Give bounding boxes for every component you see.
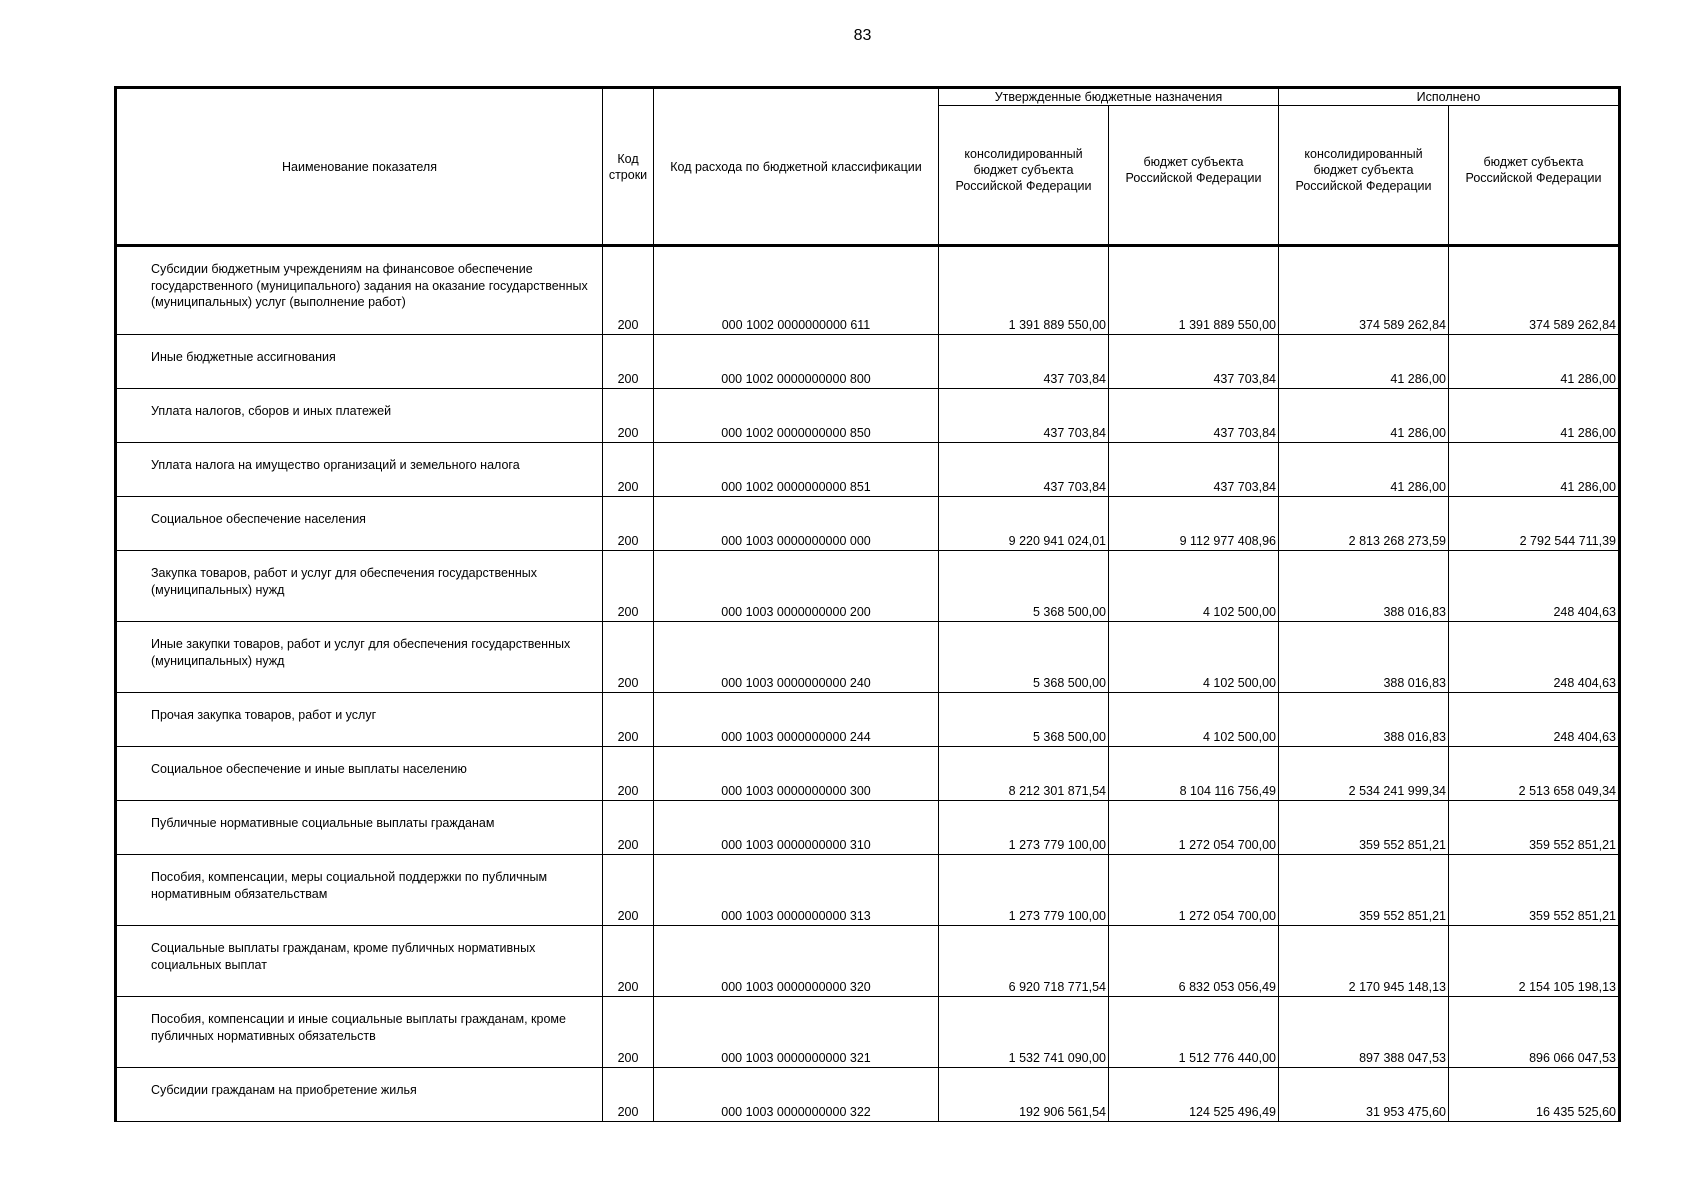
approved-consolidated-value: 5 368 500,00 bbox=[939, 551, 1109, 622]
approved-subject-value: 1 272 054 700,00 bbox=[1109, 855, 1279, 926]
header-executed-group: Исполнено bbox=[1279, 88, 1620, 106]
table-row bbox=[116, 622, 1620, 693]
executed-subject-value: 16 435 525,60 bbox=[1449, 1068, 1620, 1122]
table-row bbox=[116, 246, 1620, 335]
table-row bbox=[116, 926, 1620, 997]
row-name: Иные закупки товаров, работ и услуг для обеспечения государственных (муниципальных) нужд bbox=[116, 622, 603, 693]
approved-consolidated-value: 1 273 779 100,00 bbox=[939, 855, 1109, 926]
row-code: 200 bbox=[603, 389, 654, 443]
approved-consolidated-value: 437 703,84 bbox=[939, 443, 1109, 497]
row-code: 200 bbox=[603, 855, 654, 926]
executed-consolidated-value: 897 388 047,53 bbox=[1279, 997, 1449, 1068]
row-classification-code: 000 1003 0000000000 310 bbox=[654, 801, 939, 855]
page-number: 83 bbox=[853, 27, 872, 44]
table-row bbox=[116, 855, 1620, 926]
row-code: 200 bbox=[603, 551, 654, 622]
executed-subject-value: 41 286,00 bbox=[1449, 389, 1620, 443]
executed-consolidated-value: 41 286,00 bbox=[1279, 443, 1449, 497]
table-row bbox=[116, 443, 1620, 497]
table-row bbox=[116, 693, 1620, 747]
approved-consolidated-value: 6 920 718 771,54 bbox=[939, 926, 1109, 997]
row-classification-code: 000 1003 0000000000 313 bbox=[654, 855, 939, 926]
row-code: 200 bbox=[603, 246, 654, 335]
row-classification-code: 000 1003 0000000000 240 bbox=[654, 622, 939, 693]
row-classification-code: 000 1003 0000000000 000 bbox=[654, 497, 939, 551]
executed-consolidated-value: 31 953 475,60 bbox=[1279, 1068, 1449, 1122]
row-name: Субсидии гражданам на приобретение жилья bbox=[116, 1068, 603, 1122]
table-row bbox=[116, 551, 1620, 622]
executed-subject-value: 359 552 851,21 bbox=[1449, 801, 1620, 855]
row-name: Иные бюджетные ассигнования bbox=[116, 335, 603, 389]
row-code: 200 bbox=[603, 497, 654, 551]
row-classification-code: 000 1003 0000000000 322 bbox=[654, 1068, 939, 1122]
row-classification-code: 000 1002 0000000000 850 bbox=[654, 389, 939, 443]
approved-subject-value: 4 102 500,00 bbox=[1109, 622, 1279, 693]
budget-execution-table bbox=[114, 86, 1621, 1122]
row-name: Пособия, компенсации и иные социальные выплаты гражданам, кроме публичных нормативных обязательств bbox=[116, 997, 603, 1068]
executed-consolidated-value: 41 286,00 bbox=[1279, 389, 1449, 443]
approved-consolidated-value: 9 220 941 024,01 bbox=[939, 497, 1109, 551]
executed-subject-value: 374 589 262,84 bbox=[1449, 246, 1620, 335]
executed-subject-value: 248 404,63 bbox=[1449, 551, 1620, 622]
approved-subject-value: 4 102 500,00 bbox=[1109, 551, 1279, 622]
executed-subject-value: 896 066 047,53 bbox=[1449, 997, 1620, 1068]
table-row bbox=[116, 997, 1620, 1068]
approved-subject-value: 1 391 889 550,00 bbox=[1109, 246, 1279, 335]
row-classification-code: 000 1003 0000000000 321 bbox=[654, 997, 939, 1068]
executed-consolidated-value: 41 286,00 bbox=[1279, 335, 1449, 389]
executed-subject-value: 248 404,63 bbox=[1449, 693, 1620, 747]
row-classification-code: 000 1002 0000000000 611 bbox=[654, 246, 939, 335]
row-code: 200 bbox=[603, 622, 654, 693]
row-name: Публичные нормативные социальные выплаты гражданам bbox=[116, 801, 603, 855]
approved-consolidated-value: 5 368 500,00 bbox=[939, 622, 1109, 693]
executed-consolidated-value: 2 534 241 999,34 bbox=[1279, 747, 1449, 801]
table-row bbox=[116, 497, 1620, 551]
table-row bbox=[116, 335, 1620, 389]
row-code: 200 bbox=[603, 693, 654, 747]
table-row bbox=[116, 1068, 1620, 1122]
approved-subject-value: 9 112 977 408,96 bbox=[1109, 497, 1279, 551]
row-classification-code: 000 1003 0000000000 300 bbox=[654, 747, 939, 801]
approved-subject-value: 437 703,84 bbox=[1109, 335, 1279, 389]
approved-subject-value: 1 272 054 700,00 bbox=[1109, 801, 1279, 855]
row-code: 200 bbox=[603, 926, 654, 997]
executed-consolidated-value: 2 813 268 273,59 bbox=[1279, 497, 1449, 551]
approved-subject-value: 4 102 500,00 bbox=[1109, 693, 1279, 747]
approved-subject-value: 1 512 776 440,00 bbox=[1109, 997, 1279, 1068]
executed-consolidated-value: 388 016,83 bbox=[1279, 551, 1449, 622]
approved-subject-value: 437 703,84 bbox=[1109, 443, 1279, 497]
row-code: 200 bbox=[603, 997, 654, 1068]
executed-consolidated-value: 359 552 851,21 bbox=[1279, 801, 1449, 855]
row-classification-code: 000 1003 0000000000 244 bbox=[654, 693, 939, 747]
approved-consolidated-value: 192 906 561,54 bbox=[939, 1068, 1109, 1122]
approved-consolidated-value: 8 212 301 871,54 bbox=[939, 747, 1109, 801]
approved-consolidated-value: 1 273 779 100,00 bbox=[939, 801, 1109, 855]
executed-subject-value: 2 513 658 049,34 bbox=[1449, 747, 1620, 801]
row-name: Социальные выплаты гражданам, кроме публичных нормативных социальных выплат bbox=[116, 926, 603, 997]
row-classification-code: 000 1003 0000000000 200 bbox=[654, 551, 939, 622]
approved-consolidated-value: 5 368 500,00 bbox=[939, 693, 1109, 747]
executed-subject-value: 41 286,00 bbox=[1449, 335, 1620, 389]
header-executed-subject: бюджет субъекта Российской Федерации bbox=[1449, 106, 1620, 246]
row-code: 200 bbox=[603, 443, 654, 497]
executed-subject-value: 2 154 105 198,13 bbox=[1449, 926, 1620, 997]
header-approved-subject: бюджет субъекта Российской Федерации bbox=[1109, 106, 1279, 246]
header-name: Наименование показателя bbox=[116, 88, 603, 246]
executed-consolidated-value: 388 016,83 bbox=[1279, 693, 1449, 747]
header-row-code: Код строки bbox=[603, 88, 654, 246]
executed-consolidated-value: 359 552 851,21 bbox=[1279, 855, 1449, 926]
row-classification-code: 000 1002 0000000000 800 bbox=[654, 335, 939, 389]
approved-subject-value: 6 832 053 056,49 bbox=[1109, 926, 1279, 997]
header-executed-consolidated: консолидированный бюджет субъекта Российской Федерации bbox=[1279, 106, 1449, 246]
table-row bbox=[116, 389, 1620, 443]
executed-subject-value: 2 792 544 711,39 bbox=[1449, 497, 1620, 551]
approved-subject-value: 8 104 116 756,49 bbox=[1109, 747, 1279, 801]
row-classification-code: 000 1002 0000000000 851 bbox=[654, 443, 939, 497]
row-code: 200 bbox=[603, 335, 654, 389]
executed-subject-value: 359 552 851,21 bbox=[1449, 855, 1620, 926]
approved-subject-value: 124 525 496,49 bbox=[1109, 1068, 1279, 1122]
row-name: Прочая закупка товаров, работ и услуг bbox=[116, 693, 603, 747]
row-name: Пособия, компенсации, меры социальной поддержки по публичным нормативным обязательствам bbox=[116, 855, 603, 926]
approved-consolidated-value: 437 703,84 bbox=[939, 389, 1109, 443]
executed-subject-value: 41 286,00 bbox=[1449, 443, 1620, 497]
executed-consolidated-value: 388 016,83 bbox=[1279, 622, 1449, 693]
row-name: Уплата налогов, сборов и иных платежей bbox=[116, 389, 603, 443]
executed-consolidated-value: 374 589 262,84 bbox=[1279, 246, 1449, 335]
row-code: 200 bbox=[603, 747, 654, 801]
row-code: 200 bbox=[603, 1068, 654, 1122]
row-name: Закупка товаров, работ и услуг для обеспечения государственных (муниципальных) нужд bbox=[116, 551, 603, 622]
approved-consolidated-value: 437 703,84 bbox=[939, 335, 1109, 389]
header-approved-consolidated: консолидированный бюджет субъекта Российской Федерации bbox=[939, 106, 1109, 246]
approved-consolidated-value: 1 391 889 550,00 bbox=[939, 246, 1109, 335]
row-code: 200 bbox=[603, 801, 654, 855]
table-body bbox=[116, 246, 1620, 1122]
row-name: Субсидии бюджетным учреждениям на финансовое обеспечение государственного (муниципального) задания на оказание государственных (муниципальных) услуг (выполнение работ) bbox=[116, 246, 603, 335]
approved-consolidated-value: 1 532 741 090,00 bbox=[939, 997, 1109, 1068]
executed-subject-value: 248 404,63 bbox=[1449, 622, 1620, 693]
table-row bbox=[116, 747, 1620, 801]
row-name: Социальное обеспечение населения bbox=[116, 497, 603, 551]
header-approved-group: Утвержденные бюджетные назначения bbox=[939, 88, 1279, 106]
approved-subject-value: 437 703,84 bbox=[1109, 389, 1279, 443]
table-header bbox=[116, 88, 1620, 246]
header-classification: Код расхода по бюджетной классификации bbox=[654, 88, 939, 246]
table-row bbox=[116, 801, 1620, 855]
executed-consolidated-value: 2 170 945 148,13 bbox=[1279, 926, 1449, 997]
row-classification-code: 000 1003 0000000000 320 bbox=[654, 926, 939, 997]
row-name: Уплата налога на имущество организаций и земельного налога bbox=[116, 443, 603, 497]
row-name: Социальное обеспечение и иные выплаты населению bbox=[116, 747, 603, 801]
